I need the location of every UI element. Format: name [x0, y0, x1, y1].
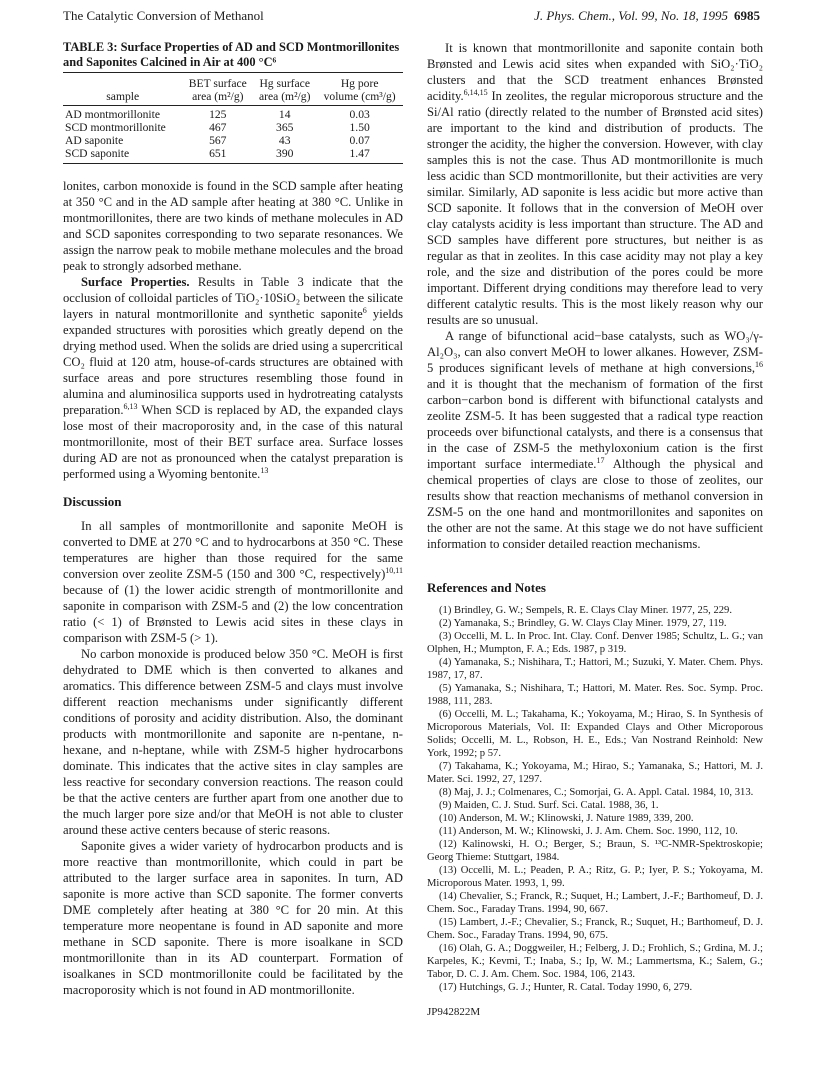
reference-item: (12) Kalinowski, H. O.; Berger, S.; Braun, S. ¹³C-NMR-Spektroskopie; Georg Thieme: Stuttgart, 1984. [427, 839, 763, 863]
cell-hg-area: 390 [253, 147, 316, 164]
right-column [427, 40, 763, 1020]
cell-hg-area: 365 [276, 121, 294, 134]
section-heading-discussion: Discussion [63, 494, 122, 509]
reference-item: (2) Yamanaka, S.; Brindley, G. W. Clays Clay Miner. 1979, 27, 119. [439, 618, 727, 629]
paragraph-discussion-3: Saponite gives a wider variety of hydrocarbon products and is more reactive than montmorillonite, which could in part be attributed to the larger surface area in saponites. In turn, AD saponite is more active than SCD saponite. The former converts DME completely after heating at 380 °C for 20 min. At this temperature more neopentane is found in AD saponite and more methane in SCD saponite. There is more isoalkane in SCD montmorillonite than in its AD counterpart. Formation of isoalkanes in SCD montmorillonite could be facilitated by the macroporosity which is not found in AD montmorillonite. [63, 839, 403, 997]
reference-item: (6) Occelli, M. L.; Takahama, K.; Yokoyama, M.; Hirao, S. In Synthesis of Microporous Materials, Vol. II: Expanded Clays and Other Microporous Solids; Occelli, M. L., Robson, H. E., Eds.; Van Nostrand Reinhold: New York, 1992; p 57. [427, 709, 763, 759]
table-row [63, 134, 403, 147]
reference-list [427, 604, 763, 994]
citation: 6,14,15 [463, 87, 488, 97]
reference-item: (13) Occelli, M. L.; Peaden, P. A.; Ritz, G. P.; Iyer, P. S.; Yokoyama, M. Microporous Mater. 1993, 1, 99. [427, 865, 763, 889]
paragraph-surface-properties: Surface Properties. Results in Table 3 indicate that the occlusion of colloidal particles of TiO₂·10SiO₂ between the silicate layers in natural montmorillonite and synthetic saponite$^6$ yields expanded structures with porosities which greatly depend on the drying method used. When the solids are dried using a supercritical CO₂ fluid at 120 atm, house-of-cards structures are obtained with surface areas and pore structures resembling those found in alumina and aluminosilica supports used in hydrotreating catalysts preparation.$^{6,13}$ When SCD is replaced by AD, the expanded clays lose most of their macroporosity and, in the case of this natural montmorillonite, most of their BET surface area. Surface losses during AD are not as pronounced when the catalyst preparation is performed using a Wyoming bentonite.$^{13}$ [63, 275, 403, 481]
cell-hg-area: 14 [278, 108, 291, 121]
reference-item: (15) Lambert, J.-F.; Chevalier, S.; Franck, R.; Suquet, H.; Barthomeuf, D. J. Chem. Soc., Faraday Trans. 1994, 90, 675. [427, 917, 763, 941]
table-row [63, 121, 403, 134]
table-row [63, 106, 403, 122]
table-header-row [63, 73, 403, 91]
cell-sample: SCD montmorillonite [65, 121, 166, 134]
reference-item: (16) Olah, G. A.; Doggweiler, H.; Felberg, J. D.; Frohlich, S.; Grdina, M. J.; Karpeles, K.; Kevmi, T.; Inaba, S.; Ip, W. M.; Lammertsma, K.; Salem, G.; Tabor, D. C. J. Am. Chem. Soc. 1984, 106, 2143. [427, 943, 763, 980]
cell-sample: SCD saponite [63, 147, 182, 164]
paragraph-acidity: It is known that montmorillonite and saponite contain both Brønsted and Lewis acid sites when expanded with SiO₂·TiO₂ clusters and that the SCD treatment enhances Brønsted acidity.$^{6,14,15}$ In zeolites, the regular microporous structure and the Si/Al ratio (directly related to the number of Brønsted acid sites) are important to the kind and distribution of products. The stronger the acidity, the higher the conversion. However, with clay samples this is not the case. Thus AD montmorillonite is much less acidic than SCD montmorillonite, but their activities are very similar. Similarly, AD saponite is less acidic but more active than SCD saponite. It follows that in the conversion of MeOH over clay catalysts acidity is less important than structure. The AD and SCD samples have different pore structures, but neither is as regular as that in zeolites. In this case acidity may not play a key role, and the size and distribution of the pores could be more important. Different drying conditions may therefore lead to very different catalytic results. This is the most likely reason why our results are so unusual. [427, 41, 763, 327]
table-3 [63, 72, 403, 164]
paragraph-discussion-1: In all samples of montmorillonite and saponite MeOH is converted to DME at 270 °C and to hydrocarbons at 350 °C. These temperatures are higher than those required for the same conversion over zeolite ZSM-5 (150 and 300 °C, respectively)$^{10,11}$ because of (1) the lower acidic strength of montmorillonite and saponite in comparison with ZSM-5 and (2) the low concentration ratio (< 1) of Brønsted to Lewis acid sites in these clays in comparison with ZSM-5 (> 1). [63, 519, 403, 645]
cell-hg-volume: 1.50 [349, 121, 370, 134]
citation: 6,13 [123, 401, 138, 411]
cell-hg-volume: 0.03 [349, 108, 370, 121]
citation: 16 [755, 359, 763, 369]
reference-item: (17) Hutchings, G. J.; Hunter, R. Catal. Today 1990, 6, 279. [439, 982, 693, 993]
paragraph-continued: lonites, carbon monoxide is found in the SCD sample after heating at 350 °C and in the AD sample after heating at 380 °C. Unlike in montmorillonites, there are two kinds of methane molecules in AD and SCD saponites corresponding to two separate resonances. We assign the narrow peak to mobile methane molecules and the broad peak to strongly adsorbed methane. [63, 179, 403, 273]
citation: 17 [596, 455, 605, 465]
table-row [63, 147, 403, 164]
citation: 6 [362, 305, 367, 315]
paragraph-bifunctional: A range of bifunctional acid−base catalysts, such as WO₃/γ-Al₂O₃, can also convert MeOH to lower alkanes. However, ZSM-5 produces significant levels of methane at high conversions,$^{16}$ and it is thought that the mechanism of formation of the first carbon−carbon bond is different with bifunctional catalysts and zeolite ZSM-5. It has been suggested that a radical type reaction proceeds over bifunctional catalysts, and there is a consensus that in the case of ZSM-5 the methyloxonium cation is the first important surface intermediate.$^{17}$ Although the physical and chemical properties of clays are close to those of zeolites, our results show that reaction mechanisms of methanol conversion in ZSM-5 on the one hand and montmorillonites and saponites on the other are not the same. At this stage we do not have sufficient information to consider detailed reaction mechanisms. [427, 329, 763, 551]
citation: 13 [260, 465, 269, 475]
cell-bet: 651 [182, 147, 253, 164]
cell-sample: AD montmorillonite [65, 108, 160, 121]
table-header-row [63, 90, 403, 106]
col-hg-area: Hg surface [253, 73, 316, 91]
cell-hg-area: 43 [278, 134, 291, 147]
table-3-caption: TABLE 3: Surface Properties of AD and SCD Montmorillonites and Saponites Calcined in Air at 400 °C⁶ [63, 40, 400, 69]
reference-item: (9) Maiden, C. J. Stud. Surf. Sci. Catal. 1988, 36, 1. [439, 800, 659, 811]
cell-hg-volume: 1.47 [316, 147, 403, 164]
reference-item: (14) Chevalier, S.; Franck, R.; Suquet, H.; Lambert, J.-F.; Barthomeuf, D. J. Chem. Soc., Faraday Trans. 1994, 90, 667. [427, 891, 763, 915]
reference-item: (10) Anderson, M. W.; Klinowski, J. Nature 1989, 339, 200. [439, 813, 694, 824]
col-hg-volume: Hg pore [316, 73, 403, 91]
reference-item: (5) Yamanaka, S.; Nishihara, T.; Hattori, M. Mater. Res. Soc. Symp. Proc. 1988, 111, 283. [427, 683, 763, 707]
col-bet: BET surface [182, 73, 253, 91]
col-sample: sample [63, 90, 182, 106]
cell-sample: AD saponite [65, 134, 124, 147]
cell-bet: 125 [209, 108, 227, 121]
running-title: The Catalytic Conversion of Methanol [63, 8, 264, 23]
cell-hg-volume: 0.07 [349, 134, 370, 147]
paragraph-discussion-2: No carbon monoxide is produced below 350 °C. MeOH is first dehydrated to DME which is then converted to alkanes and aromatics. This difference between ZSM-5 and clays must involve different reaction mechanisms under significantly different conditions of porosity and acidity distribution. Also, the dominant products with montmorillonite and saponite are n-pentane, n-hexane, and n-heptane, while with ZSM-5 higher hydrocarbons dominate. This indicates that the active sites in clay samples are less reactive for secondary conversion reactions. The reason could be that the active centers are further apart from one another due to the much larger pore size and/or that MeOH is not able to cluster around these active centers because of steric reasons. [63, 647, 403, 837]
col-bet-unit: area (m²/g) [182, 90, 253, 106]
section-heading-references: References and Notes [427, 580, 546, 595]
citation: 10,11 [385, 565, 403, 575]
left-column [63, 40, 403, 998]
page-number: 6985 [734, 8, 760, 23]
reference-item: (7) Takahama, K.; Yokoyama, M.; Hirao, S.; Yamanaka, S.; Hattori, M. J. Mater. Sci. 1992, 27, 1297. [427, 761, 763, 785]
running-header [63, 8, 760, 30]
manuscript-code: JP942822M [427, 1006, 481, 1018]
cell-bet: 467 [209, 121, 227, 134]
reference-item: (1) Brindley, G. W.; Sempels, R. E. Clays Clay Miner. 1977, 25, 229. [439, 605, 732, 616]
run-in-heading-surface-properties: Surface Properties. [81, 275, 190, 289]
col-hg-volume-unit: volume (cm³/g) [316, 90, 403, 106]
reference-item: (8) Maj, J. J.; Colmenares, C.; Somorjai, G. A. Appl. Catal. 1984, 10, 313. [439, 787, 754, 798]
cell-bet: 567 [209, 134, 227, 147]
reference-item: (3) Occelli, M. L. In Proc. Int. Clay. Conf. Denver 1985; Schultz, L. G.; van Olphen, H.; Mumpton, F. A.; Eds. 1987, p 319. [427, 631, 763, 655]
reference-item: (4) Yamanaka, S.; Nishihara, T.; Hattori, M.; Suzuki, Y. Mater. Chem. Phys. 1987, 17, 87. [427, 657, 763, 681]
journal-citation: J. Phys. Chem., Vol. 99, No. 18, 1995 6985 [534, 8, 760, 23]
reference-item: (11) Anderson, M. W.; Klinowski, J. J. Am. Chem. Soc. 1990, 112, 10. [439, 826, 738, 837]
col-hg-area-unit: area (m²/g) [253, 90, 316, 106]
